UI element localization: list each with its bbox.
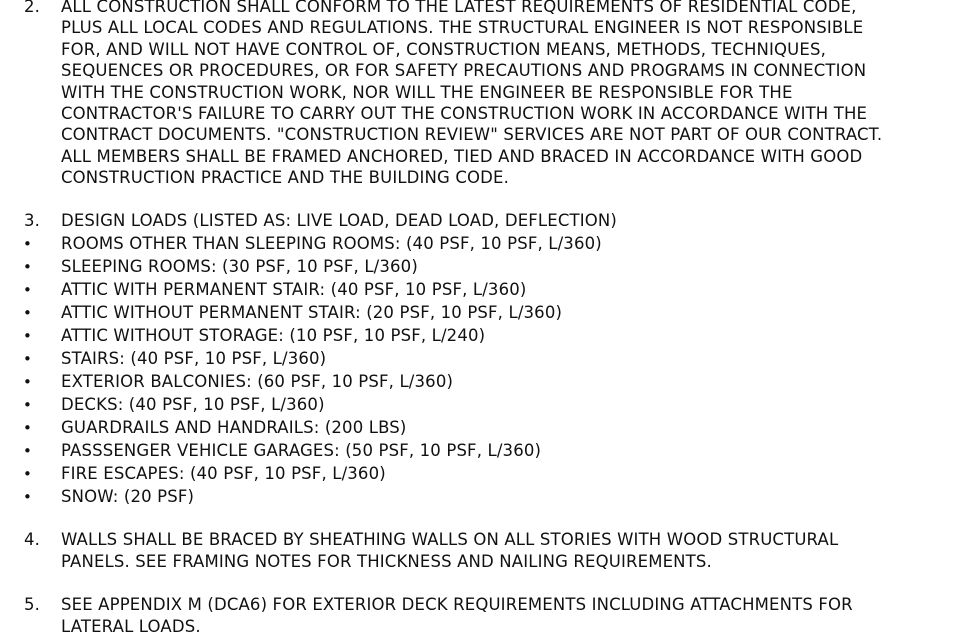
note-2-text: CONTRACT DOCUMENTS. "CONSTRUCTION REVIEW" SERVICES ARE NOT PART OF OUR CONTRACT. — [61, 125, 883, 145]
note-2-text: SEQUENCES OR PROCEDURES, OR FOR SAFETY PRECAUTIONS AND PROGRAMS IN CONNECTION — [61, 61, 867, 81]
design-load-item: ROOMS OTHER THAN SLEEPING ROOMS: (40 PSF, 10 PSF, L/360) — [61, 234, 602, 253]
list-item — [0, 279, 960, 301]
note-5-line-1 — [0, 594, 960, 616]
note-5-line-2 — [0, 616, 960, 638]
design-load-item: FIRE ESCAPES: (40 PSF, 10 PSF, L/360) — [61, 464, 386, 483]
note-5-text: LATERAL LOADS. — [61, 617, 201, 636]
note-2-line-7 — [0, 124, 960, 146]
list-item — [0, 440, 960, 462]
bullet-icon: • — [23, 396, 32, 414]
bullet-icon: • — [23, 488, 32, 506]
note-3-heading — [0, 210, 960, 232]
bullet-icon: • — [23, 281, 32, 299]
bullet-icon: • — [23, 465, 32, 483]
list-item — [0, 394, 960, 416]
bullet-icon: • — [23, 304, 32, 322]
bullet-icon: • — [23, 373, 32, 391]
note-4-number: 4. — [24, 530, 41, 549]
note-2-line-4 — [0, 60, 960, 82]
note-3-number: 3. — [24, 211, 41, 230]
note-5-number: 5. — [24, 595, 41, 614]
note-2-line-3 — [0, 39, 960, 61]
design-load-item: GUARDRAILS AND HANDRAILS: (200 LBS) — [61, 418, 407, 437]
note-2-text: ALL MEMBERS SHALL BE FRAMED ANCHORED, TIED AND BRACED IN ACCORDANCE WITH GOOD — [61, 146, 863, 166]
list-item — [0, 371, 960, 393]
note-2-number: 2. — [24, 0, 41, 16]
list-item — [0, 256, 960, 278]
design-load-item: ATTIC WITHOUT STORAGE: (10 PSF, 10 PSF, L/240) — [61, 326, 486, 345]
list-item — [0, 463, 960, 485]
list-item — [0, 486, 960, 508]
note-5-text: SEE APPENDIX M (DCA6) FOR EXTERIOR DECK REQUIREMENTS INCLUDING ATTACHMENTS FOR — [61, 595, 853, 614]
design-load-item: STAIRS: (40 PSF, 10 PSF, L/360) — [61, 349, 327, 368]
note-2-text: WITH THE CONSTRUCTION WORK, NOR WILL THE ENGINEER BE RESPONSIBLE FOR THE — [61, 82, 793, 102]
note-4-line-2 — [0, 551, 960, 573]
bullet-icon: • — [23, 442, 32, 460]
note-2-text: FOR, AND WILL NOT HAVE CONTROL OF, CONSTRUCTION MEANS, METHODS, TECHNIQUES, — [61, 39, 827, 59]
note-4-text: PANELS. SEE FRAMING NOTES FOR THICKNESS AND NAILING REQUIREMENTS. — [61, 552, 712, 571]
note-4-text: WALLS SHALL BE BRACED BY SHEATHING WALLS ON ALL STORIES WITH WOOD STRUCTURAL — [61, 530, 839, 549]
bullet-icon: • — [23, 350, 32, 368]
note-2-text: CONTRACTOR'S FAILURE TO CARRY OUT THE CONSTRUCTION WORK IN ACCORDANCE WITH THE — [61, 104, 868, 123]
list-item — [0, 417, 960, 439]
note-4-line-1 — [0, 529, 960, 551]
note-2-line-2 — [0, 17, 960, 39]
note-2-text: PLUS ALL LOCAL CODES AND REGULATIONS. THE STRUCTURAL ENGINEER IS NOT RESPONSIBLE — [61, 18, 864, 38]
list-item — [0, 325, 960, 347]
note-2-line-8 — [0, 146, 960, 168]
list-item — [0, 233, 960, 255]
bullet-icon: • — [23, 419, 32, 437]
note-2-line-1 — [0, 0, 960, 18]
note-2-text: ALL CONSTRUCTION SHALL CONFORM TO THE LATEST REQUIREMENTS OF RESIDENTIAL CODE, — [61, 0, 857, 16]
note-2-line-5 — [0, 82, 960, 104]
design-loads-heading: DESIGN LOADS (LISTED AS: LIVE LOAD, DEAD LOAD, DEFLECTION) — [61, 211, 617, 230]
list-item — [0, 302, 960, 324]
design-load-item: EXTERIOR BALCONIES: (60 PSF, 10 PSF, L/360) — [61, 372, 454, 391]
note-2-text: CONSTRUCTION PRACTICE AND THE BUILDING CODE. — [61, 168, 510, 188]
design-load-item: DECKS: (40 PSF, 10 PSF, L/360) — [61, 395, 325, 414]
note-2-line-9 — [0, 167, 960, 189]
design-load-item: SNOW: (20 PSF) — [61, 487, 195, 506]
list-item — [0, 348, 960, 370]
design-load-item: SLEEPING ROOMS: (30 PSF, 10 PSF, L/360) — [61, 257, 418, 276]
design-load-item: ATTIC WITH PERMANENT STAIR: (40 PSF, 10 PSF, L/360) — [61, 280, 527, 299]
design-load-item: PASSSENGER VEHICLE GARAGES: (50 PSF, 10 PSF, L/360) — [61, 441, 542, 460]
note-2-line-6 — [0, 103, 960, 125]
bullet-icon: • — [23, 258, 32, 276]
bullet-icon: • — [23, 327, 32, 345]
bullet-icon: • — [23, 235, 32, 253]
design-load-item: ATTIC WITHOUT PERMANENT STAIR: (20 PSF, 10 PSF, L/360) — [61, 303, 563, 322]
